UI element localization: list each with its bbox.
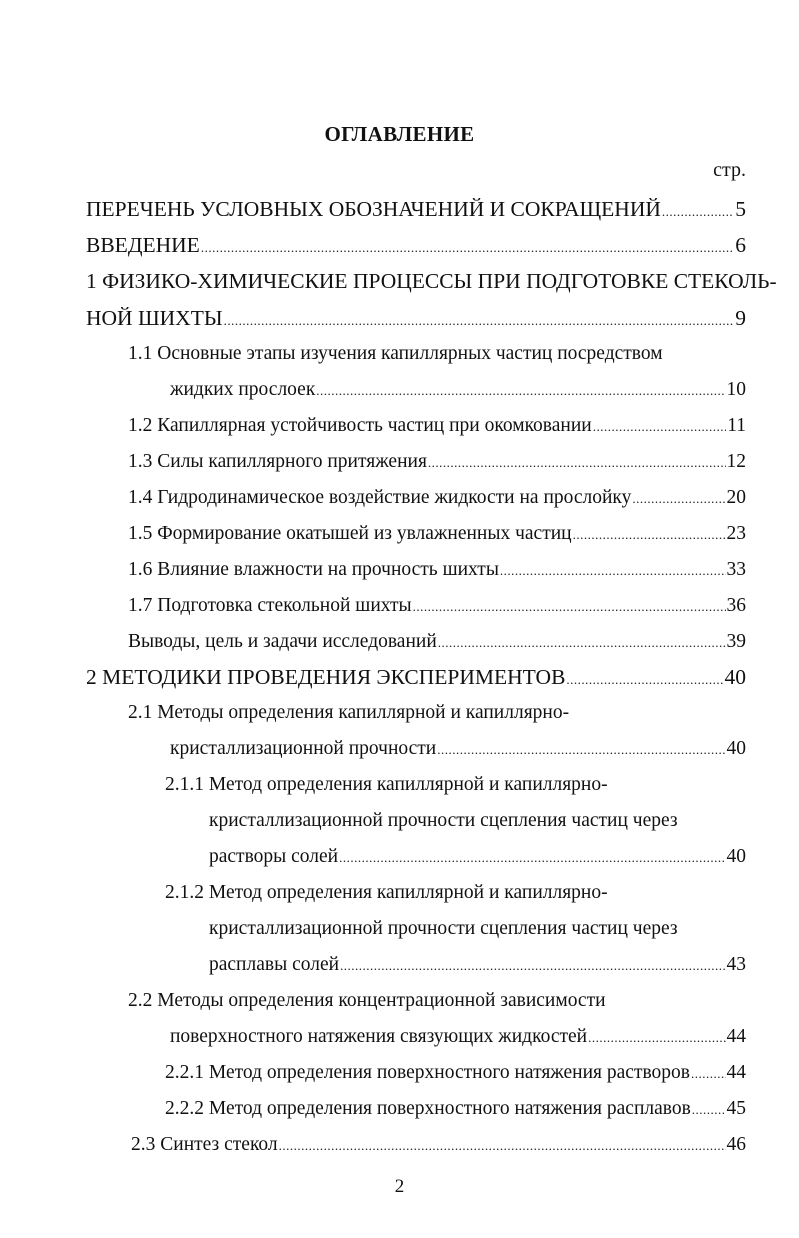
toc-leader-dots xyxy=(201,232,734,261)
toc-leader-dots xyxy=(279,1132,726,1159)
toc-entry-page: 40 xyxy=(726,738,746,759)
toc-entry-1-5[interactable] xyxy=(128,521,746,547)
toc-entry-page: 36 xyxy=(726,595,746,616)
toc-entry-1-1[interactable] xyxy=(170,377,746,403)
toc-entry-page: 44 xyxy=(726,1026,746,1047)
toc-entry-chapter-2[interactable] xyxy=(86,664,746,690)
toc-entry-page: 40 xyxy=(726,846,746,867)
toc-entry-title: жидких прослоек xyxy=(170,379,316,400)
toc-entry-page: 10 xyxy=(726,379,746,400)
toc-entry-title: 2.2.2 Метод определения поверхностного натяжения расплавов xyxy=(165,1098,691,1119)
toc-entry-page: 20 xyxy=(726,487,746,508)
toc-entry-2-2-1[interactable] xyxy=(165,1060,746,1086)
toc-entry-2-2-line-1[interactable]: 2.2 Методы определения концентрационной зависимости xyxy=(128,990,606,1011)
toc-leader-dots xyxy=(588,1024,725,1051)
toc-entry-title: ВВЕДЕНИЕ xyxy=(86,233,200,257)
toc-entry-title: НОЙ ШИХТЫ xyxy=(86,306,223,330)
toc-entry-2-2-2[interactable] xyxy=(165,1096,746,1122)
toc-leader-dots xyxy=(437,736,725,763)
toc-entry-page: 39 xyxy=(726,631,746,652)
toc-entry-conclusions[interactable] xyxy=(128,629,746,655)
toc-entry-title: 1.6 Влияние влажности на прочность шихты xyxy=(128,559,499,580)
toc-entry-title: 1.4 Гидродинамическое воздействие жидкости на прослойку xyxy=(128,487,632,508)
toc-entry-1-2[interactable] xyxy=(128,413,746,439)
toc-entry-page: 11 xyxy=(727,415,746,436)
toc-entry-page: 23 xyxy=(726,523,746,544)
toc-leader-dots xyxy=(413,593,726,620)
toc-entry-page: 6 xyxy=(735,233,746,257)
toc-entry-chapter-1-line-1[interactable]: 1 ФИЗИКО-ХИМИЧЕСКИЕ ПРОЦЕССЫ ПРИ ПОДГОТОВКЕ СТЕКОЛЬ- xyxy=(86,269,777,293)
toc-entry-title: ПЕРЕЧЕНЬ УСЛОВНЫХ ОБОЗНАЧЕНИЙ И СОКРАЩЕНИЙ xyxy=(86,197,661,221)
toc-entry-title: 1.7 Подготовка стекольной шихты xyxy=(128,595,412,616)
toc-entry-title: поверхностного натяжения связующих жидкостей xyxy=(170,1026,588,1047)
toc-entry-2-1-1-line-1[interactable]: 2.1.1 Метод определения капиллярной и капиллярно- xyxy=(165,774,608,795)
toc-leader-dots xyxy=(428,449,726,476)
toc-entry-page: 43 xyxy=(726,954,746,975)
toc-leader-dots xyxy=(662,196,734,225)
toc-entry-title: Выводы, цель и задачи исследований xyxy=(128,631,437,652)
toc-leader-dots xyxy=(438,629,726,656)
toc-entry-2-1-1-line-2[interactable]: кристаллизационной прочности сцепления частиц через xyxy=(209,810,678,831)
toc-leader-dots xyxy=(339,844,725,871)
page-number: 2 xyxy=(394,1176,405,1197)
toc-entry-2-1-2[interactable] xyxy=(209,952,746,978)
toc-leader-dots xyxy=(691,1060,726,1087)
toc-entry-page: 33 xyxy=(726,559,746,580)
toc-leader-dots xyxy=(692,1096,726,1123)
toc-leader-dots xyxy=(500,557,726,584)
toc-entry-1-6[interactable] xyxy=(128,557,746,583)
toc-entry-title: 1.5 Формирование окатышей из увлажненных частиц xyxy=(128,523,572,544)
toc-entry-title: 2.2.1 Метод определения поверхностного натяжения растворов xyxy=(165,1062,690,1083)
toc-entry-page: 40 xyxy=(724,665,746,689)
toc-leader-dots xyxy=(340,952,725,979)
toc-leader-dots xyxy=(316,377,725,404)
toc-entry-1-1-line-1[interactable]: 1.1 Основные этапы изучения капиллярных частиц посредством xyxy=(128,343,663,364)
toc-entry-title: 1.2 Капиллярная устойчивость частиц при окомковании xyxy=(128,415,592,436)
toc-entry-2-1-2-line-2[interactable]: кристаллизационной прочности сцепления частиц через xyxy=(209,918,678,939)
toc-entry-page: 9 xyxy=(735,306,746,330)
toc-entry-title: растворы солей xyxy=(209,846,339,867)
toc-entry-title: 2.3 Синтез стекол xyxy=(131,1134,278,1155)
toc-entry-page: 45 xyxy=(726,1098,746,1119)
toc-entry-1-4[interactable] xyxy=(128,485,746,511)
toc-leader-dots xyxy=(632,485,725,512)
toc-entry-title: 1.3 Силы капиллярного притяжения xyxy=(128,451,427,472)
toc-entry-page: 44 xyxy=(726,1062,746,1083)
toc-entry-page: 46 xyxy=(726,1134,746,1155)
toc-entry-page: 5 xyxy=(735,197,746,221)
page-title: ОГЛАВЛЕНИЕ xyxy=(324,122,475,146)
toc-entry-page: 12 xyxy=(726,451,746,472)
toc-entry-2-1[interactable] xyxy=(170,736,746,762)
toc-leader-dots xyxy=(573,521,726,548)
toc-leader-dots xyxy=(224,305,735,334)
toc-entry-2-1-1[interactable] xyxy=(209,844,746,870)
toc-entry-1-7[interactable] xyxy=(128,593,746,619)
toc-entry-abbreviations[interactable] xyxy=(86,196,746,222)
toc-entry-2-1-line-1[interactable]: 2.1 Методы определения капиллярной и капиллярно- xyxy=(128,702,570,723)
toc-entry-2-1-2-line-1[interactable]: 2.1.2 Метод определения капиллярной и капиллярно- xyxy=(165,882,608,903)
toc-entry-2-2[interactable] xyxy=(170,1024,746,1050)
toc-leader-dots xyxy=(593,413,727,440)
toc-entry-title: 2 МЕТОДИКИ ПРОВЕДЕНИЯ ЭКСПЕРИМЕНТОВ xyxy=(86,665,566,689)
toc-entry-2-3[interactable] xyxy=(131,1132,746,1158)
toc-entry-1-3[interactable] xyxy=(128,449,746,475)
page-column-label: стр. xyxy=(713,159,746,181)
toc-entry-title: кристаллизационной прочности xyxy=(170,738,437,759)
toc-leader-dots xyxy=(566,664,723,693)
toc-entry-title: расплавы солей xyxy=(209,954,340,975)
toc-entry-introduction[interactable] xyxy=(86,232,746,258)
toc-entry-chapter-1[interactable] xyxy=(86,305,746,331)
